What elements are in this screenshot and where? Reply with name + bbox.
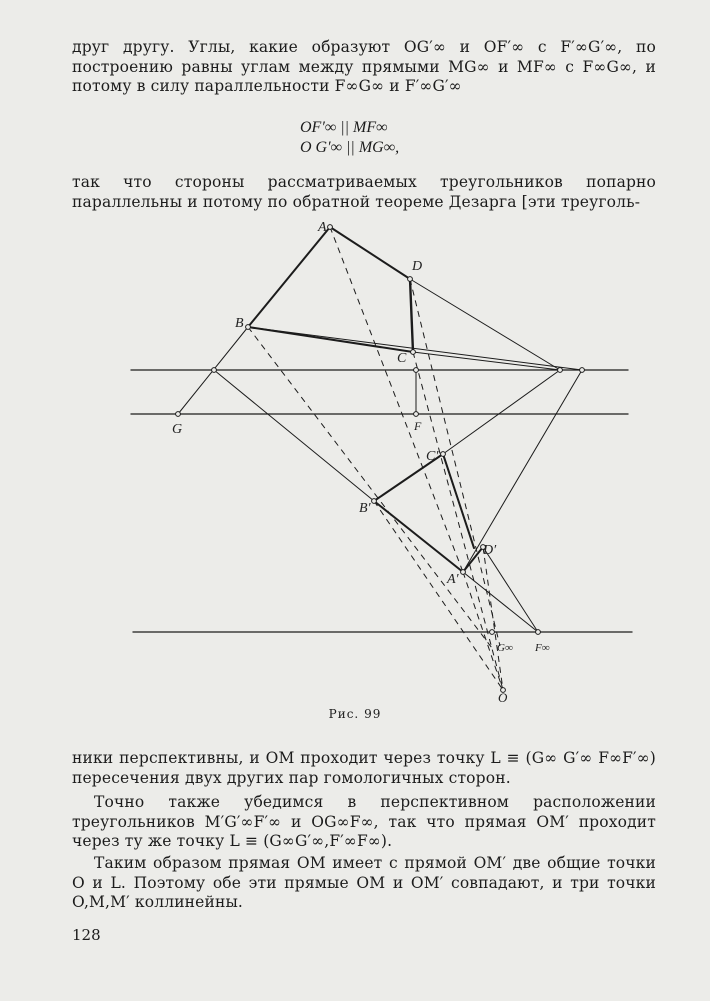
point-F: [414, 412, 419, 417]
paragraph-1: друг другу. Углы, какие образуют OG′∞ и OF′∞ с F′∞G′∞, по построению равны углам между прямыми MG∞ и MF∞ с F∞G∞, и потому в силу параллельности F∞G∞ и F′∞G′∞: [72, 38, 656, 95]
edge-A2D2: [463, 547, 483, 572]
label-B2: B′: [359, 501, 371, 516]
label-D: D: [412, 259, 423, 274]
label-D2: D′: [483, 543, 497, 558]
construction-line-3: [413, 352, 560, 370]
point-C2: [441, 452, 446, 457]
edge-BC: [248, 327, 413, 352]
construction-line-10: [483, 547, 538, 632]
paragraph-3: ники перспективны, и OM проходит через точку L ≡ (G∞ G′∞ F∞F′∞) пересечения двух других пар гомологичных сторон.: [72, 749, 656, 787]
point-D: [408, 277, 413, 282]
point-on-line-1-right: [558, 368, 563, 373]
dashed-line-B-to-G3: [248, 327, 492, 648]
page-number: 128: [72, 926, 101, 944]
dashed-line-D-to-O: [410, 279, 500, 646]
label-F3: F∞: [535, 642, 550, 654]
construction-line-2: [410, 279, 560, 370]
point-C: [411, 350, 416, 355]
dashed-line-C-to-O: [413, 352, 503, 690]
dashed-line-B2-to-O: [374, 501, 503, 690]
point-on-line-1-mid: [414, 368, 419, 373]
label-O: O: [498, 690, 508, 705]
point-on-line-1-left: [212, 368, 217, 373]
edge-C2D2: [443, 454, 474, 548]
paragraph-5: Таким образом прямая OM имеет с прямой OM′ две общие точки O и L. Поэтому обе эти прямые OM и OM′ совпадают, и три точки O,M,M′ коллинейны.: [72, 854, 656, 911]
label-G3: G∞: [497, 642, 513, 654]
point-G3: [490, 630, 495, 635]
label-B: B: [235, 316, 244, 331]
point-F3: [536, 630, 541, 635]
figure-caption: Рис. 99: [328, 707, 382, 721]
construction-line-9: [463, 572, 538, 632]
construction-line-6: [463, 370, 582, 572]
formula-line-1: OF′∞ || MF∞: [300, 119, 388, 136]
dashed-line-D2-to-O: [483, 547, 503, 690]
point-B2: [372, 499, 377, 504]
point-B: [246, 325, 251, 330]
edge-AB: [248, 227, 330, 327]
label-G: G: [172, 422, 183, 437]
label-F: F: [414, 419, 422, 433]
point-A2: [461, 570, 466, 575]
paragraph-4: Точно также убедимся в перспективном расположении треугольников M′G′∞F′∞ и OG∞F∞, так что прямая OM′ проходит через ту же точку L ≡ (G∞G′∞,F′∞F∞).: [72, 793, 656, 850]
formula-line-2: O G′∞ || MG∞,: [300, 139, 400, 156]
construction-line-5: [214, 370, 374, 501]
construction-line-7: [443, 370, 560, 454]
paragraph-2: так что стороны рассматриваемых треугольников попарно параллельны и потому по обратной теореме Дезарга [эти треуголь-: [72, 173, 656, 211]
label-A2: A′: [447, 572, 459, 587]
label-A: A: [318, 220, 327, 235]
construction-line-1: [248, 327, 582, 370]
edge-AD: [330, 227, 410, 279]
dashed-line-AA2: [330, 227, 463, 572]
dashed-line-A2-to-O: [463, 572, 503, 690]
point-A: [328, 225, 333, 230]
label-C2: C′: [426, 449, 439, 464]
point-on-line-1-far: [580, 368, 585, 373]
label-C: C: [397, 351, 407, 366]
point-G: [176, 412, 181, 417]
